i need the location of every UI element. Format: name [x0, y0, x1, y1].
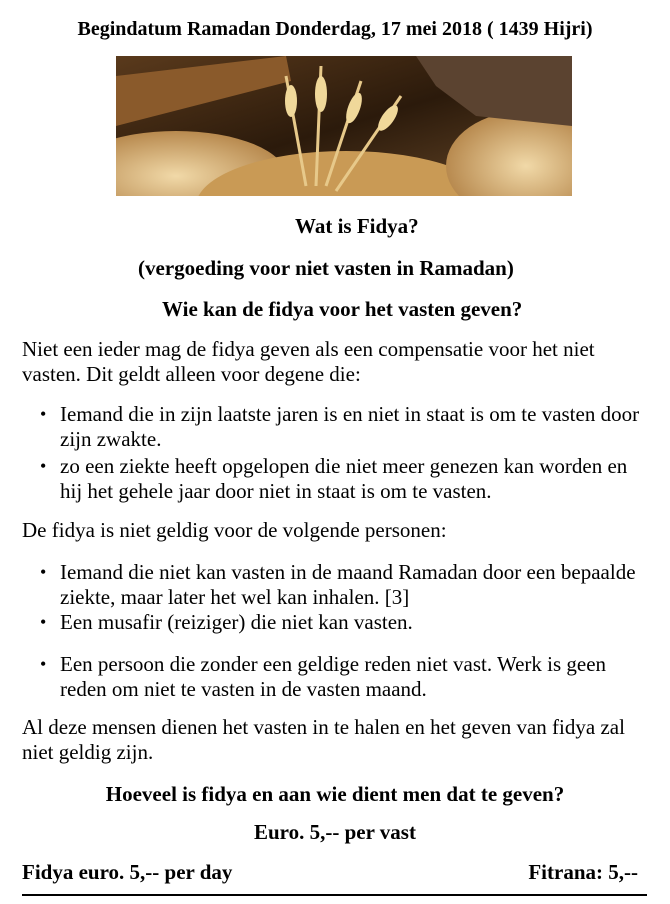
- footer-fidya: Fidya euro. 5,-- per day: [22, 860, 233, 884]
- heading-what-is-fidya: Wat is Fidya?: [295, 214, 419, 238]
- heading-how-much: Hoeveel is fidya en aan wie dient men dat te geven?: [105, 782, 565, 806]
- bullet-icon: •: [40, 612, 47, 632]
- bullet-icon: •: [40, 404, 47, 424]
- page-title: Begindatum Ramadan Donderdag, 17 mei 2018 ( 1439 Hijri): [77, 18, 593, 40]
- bullet-icon: •: [40, 562, 47, 582]
- wheat-grain-icon: [116, 56, 572, 196]
- wheat-grain-photo: [116, 56, 572, 196]
- closing-paragraph: Al deze mensen dienen het vasten in te halen en het geven van fidya zal niet geldig zijn.: [22, 715, 625, 764]
- intro-paragraph: Niet een ieder mag de fidya geven als een compensatie voor het niet vasten. Dit geldt alleen voor degene die:: [22, 337, 595, 386]
- price-line: Euro. 5,-- per vast: [254, 820, 416, 844]
- bullet-icon: •: [40, 456, 47, 476]
- footer-fitrana: Fitrana: 5,--: [528, 860, 638, 884]
- not-valid-paragraph: De fidya is niet geldig voor de volgende personen:: [22, 518, 447, 542]
- bullet-icon: •: [40, 654, 47, 674]
- bottom-divider: [22, 894, 647, 896]
- heading-who-can-give: Wie kan de fidya voor het vasten geven?: [162, 297, 523, 321]
- heading-compensation: (vergoeding voor niet vasten in Ramadan): [138, 256, 514, 280]
